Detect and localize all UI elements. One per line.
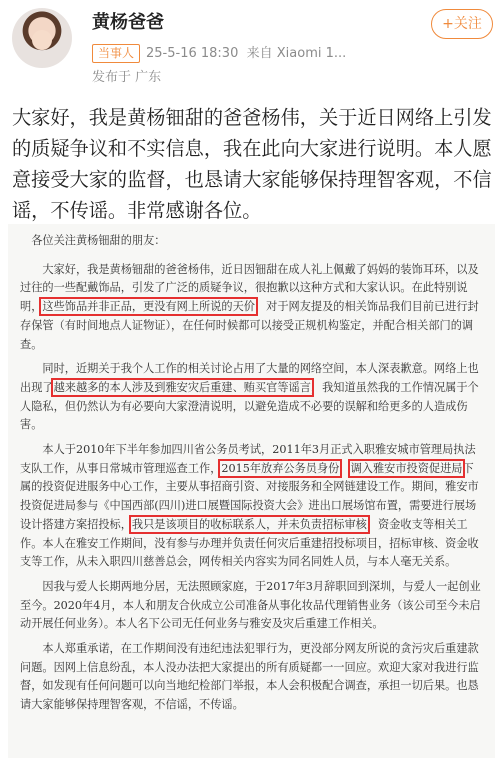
p3-text-b: ， [339,461,351,475]
statement-greeting: 各位关注黄杨钿甜的朋友： [31,234,166,247]
p3-text-c: 下属的投资促进服务中心工作，主要从事招商引资、对接服务和全网链建设工作。期间，雅安市投资促进局参与《中国西部(四川)进口展暨国际投资大会》进出口展场馆布置，需要进行展场设计搭建方案招投标， [20,461,479,531]
p3-text-d: ，资金收支等相关工作。本人在雅安工作期间，没有参与办理并负责任何灾后重建招投标项目，招标审核、资金收支等工作，从未入职四川慈善总会，网传相关内容实为同名同姓人员，与本人毫无关系。 [20,517,479,569]
post-location: 发布于 广东 [92,70,162,85]
timestamp: 25-5-16 18:30 [146,46,239,61]
statement-paragraph-1 [20,261,483,355]
follow-button[interactable]: +关注 [431,9,493,39]
author-name[interactable]: 黄杨爸爸 [92,12,164,33]
statement-paragraph-5: 本人郑重承诺，在工作期间没有违纪违法犯罪行为，更没部分网友所说的贪污灾后重建款问题。因网上信息纷乱，本人没办法把大家提出的所有质疑都一一回应。欢迎大家对我进行监督，如发现有任何问题可以向当地纪检部门举报，本人会积极配合调查，承担一切后果。也恳请大家能够保持理智客观，不信谣，不传谣。 [20,642,479,712]
party-badge: 当事人 [92,44,140,63]
highlight-box-3: 2015年放弃公务员身份 [221,461,340,475]
p1-text-b: ，对于网友提及的相关饰品我们目前已进行封存保管（有时间地点人证物证），在任何时候都可以接受正规机构鉴定，并配合相关部门的调查。 [20,300,479,351]
highlight-box-5: 我只是该项目的收标联系人，并未负责招标审核 [131,517,367,531]
highlight-box-2: 越来越多的本人涉及到雅安灾后重建、贿买官等谣言 [53,380,311,394]
highlight-box-1: 这些饰品并非正品，更没有网上所说的天价 [42,300,255,314]
post-source: 来自 Xiaomi 1... [246,46,347,61]
p1-text-a: 大家好，我是黄杨钿甜的爸爸杨伟，近日因钿甜在成人礼上佩戴了妈妈的装饰耳环，以及过往的一些配戴饰品，引发了广泛的质疑争议，很抱歉以这种方式和大家认识。在此特别说明， [20,262,479,314]
p2-text-a: 同时，近期关于我个人工作的相关讨论占用了大量的网络空间，本人深表歉意。网络上也出现了 [20,362,479,394]
post-header [0,0,503,92]
statement-paragraph-2 [20,360,483,435]
statement-paragraph-3 [20,441,483,572]
highlight-box-4: 调入雅安市投资促进局 [350,461,463,475]
post-text: 大家好，我是黄杨钿甜的爸爸杨伟，关于近日网络上引发的质疑争议和不实信息，我在此向大家进行说明。本人愿意接受大家的监督，也恳请大家能够保持理智客观，不信谣，不传谣。非常感谢各位。 [12,106,492,222]
post-meta [92,42,346,63]
avatar[interactable] [12,8,72,68]
p2-text-b: ，我知道虽然我的工作情况属于个人隐私，但仍然认为有必要向大家澄清说明，以避免造成不必要的误解和给更多的人造成伤害。 [20,380,479,432]
statement-image[interactable] [8,224,495,758]
p3-text-a: 本人于2010年下半年参加四川省公务员考试，2011年3月正式入职雅安城市管理局执法支队工作，从事日常城市管理巡查工作， [20,443,476,475]
statement-paragraph-4: 因我与爱人长期两地分居，无法照顾家庭，于2017年3月辞职回到深圳，与爱人一起创业至今。2020年4月，本人和朋友合伙成立公司准备从事化妆品代理销售业务（该公司至今未启动开展任何业务）。本人名下公司无任何业务与雅安及灾后重建工作相关。 [20,579,481,631]
